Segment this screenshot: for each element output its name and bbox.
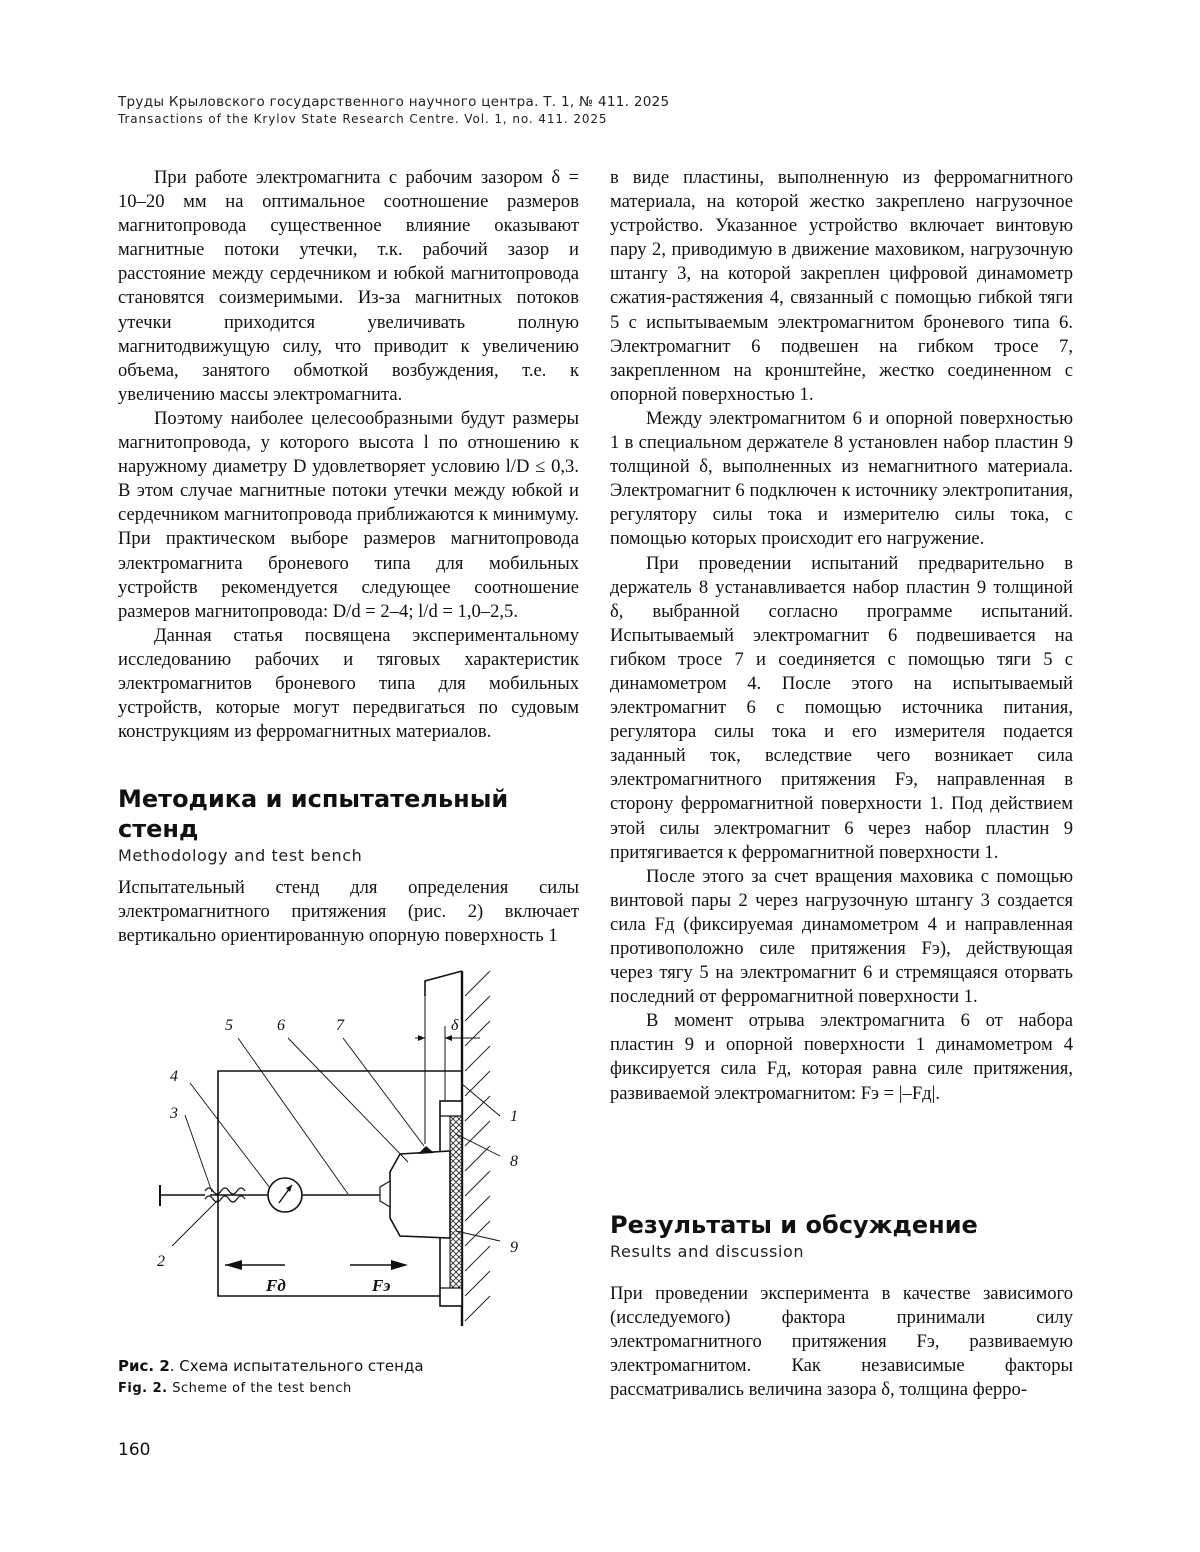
test-bench-diagram [150, 966, 550, 1338]
page-number: 160 [118, 1440, 151, 1460]
paragraph: Поэтому наиболее целесообразными будут размеры магнитопровода, у которого высота l по отношению к наружному диаметру D удовлетворяет условию l/D ≤ 0,3. В этом случае магнитные потоки утечки между юбкой и сердечником магнитопровода приближаются к минимуму. При практическом выборе размеров магнитопровода электромагнита броневого типа для мобильных устройств рекомендуется следующее соотношение размеров магнитопровода: D/d = 2–4; l/d = 1,0–2,5. [118, 407, 579, 622]
label-6: 6 [277, 1017, 285, 1034]
label-2: 2 [157, 1253, 165, 1270]
paragraph: При проведении испытаний предварительно в держатель 8 устанавливается набор пластин 9 толщиной δ, выбранной согласно программе испытаний. Испытываемый электромагнит 6 подвешивается на гибком тросе 7 и соединяется с помощью тяги 5 с динамометром 4. После этого на испытываемый электромагнит 6 с помощью источника питания, регулятора силы тока и его измерителя подается заданный ток, вследствие чего возникает сила электромагнитного притяжения Fэ, направленная в сторону ферромагнитной поверхности 1. Под действием этой силы электромагнит 6 через набор пластин 9 притягивается к ферромагнитной поверхности 1. [610, 552, 1073, 863]
right-column [610, 166, 1073, 1106]
section-subtitle: Methodology and test bench [118, 846, 363, 865]
section-methodology [118, 784, 588, 865]
left-column [118, 166, 579, 744]
label-4: 4 [170, 1068, 178, 1085]
label-8: 8 [510, 1153, 518, 1170]
paragraph: При проведении эксперимента в качестве зависимого (исследуемого) фактора принимали силу электромагнитного притяжения Fэ, развиваемую электромагнитом. Как независимые факторы рассматривались величина зазора δ, толщина ферро- [610, 1283, 1073, 1401]
paragraph: После этого за счет вращения маховика с помощью винтовой пары 2 через нагрузочную штангу 3 создается сила Fд (фиксируемая динамометром 4 и направленная противоположно силе притяжения Fэ), действующая через тягу 5 на электромагнит 6 и стремящаяся оторвать последний от ферромагнитной поверхности 1. [610, 865, 1073, 1008]
section-methodology-text [118, 876, 579, 948]
label-9: 9 [510, 1239, 518, 1256]
figure-caption-en-prefix: Fig. 2. [118, 1381, 168, 1396]
paragraph: При работе электромагнита с рабочим зазором δ = 10–20 мм на оптимальное соотношение размеров магнитопровода существенное влияние оказывают магнитные потоки утечки, т.к. рабочий зазор и расстояние между сердечником и юбкой магнитопровода становятся соизмеримыми. Из-за магнитных потоков утечки приходится увеличивать полную магнитодвижущую силу, что приводит к увеличению объема, занятого обмоткой возбуждения, т.е. к увеличению массы электромагнита. [118, 167, 579, 405]
label-7: 7 [336, 1017, 344, 1034]
section-results [610, 1210, 1080, 1261]
paragraph: В момент отрыва электромагнита 6 от набора пластин 9 и опорной поверхности 1 динамометром 4 фиксируется сила Fд, которая равна силе притяжения, развиваемой электромагнитом: Fэ = |–Fд|. [610, 1010, 1073, 1104]
label-1: 1 [510, 1108, 518, 1125]
paragraph: Данная статья посвящена экспериментальному исследованию рабочих и тяговых характеристик электромагнитов броневого типа для мобильных устройств, которые могут передвигаться по судовым конструкциям из ферромагнитных материалов. [118, 624, 579, 743]
section-title: Методика и испытательный стенд [118, 785, 509, 843]
label-5: 5 [225, 1017, 233, 1034]
figure-caption-en [118, 1381, 352, 1396]
wall-hatching [465, 971, 490, 1321]
electromagnet-6 [390, 1151, 450, 1238]
force-fd-label: Fд [266, 1276, 286, 1295]
figure-caption-ru [118, 1357, 424, 1375]
label-3: 3 [170, 1105, 178, 1122]
section-subtitle: Results and discussion [610, 1242, 805, 1261]
paragraph: Испытательный стенд для определения силы электромагнитного притяжения (рис. 2) включает вертикально ориентированную опорную поверхность 1 [118, 877, 579, 947]
section-title: Результаты и обсуждение [610, 1211, 978, 1239]
test-bench-figure [150, 966, 550, 1338]
nonmagnetic-plates-9 [450, 1116, 462, 1288]
figure-caption-ru-prefix: Рис. 2 [118, 1357, 170, 1375]
paragraph: Между электромагнитом 6 и опорной поверхностью 1 в специальном держателе 8 установлен набор пластин 9 толщиной δ, выполненных из немагнитного материала. Электромагнит 6 подключен к источнику электропитания, регулятору силы тока и измерителю силы тока, с помощью которых происходит его нагружение. [610, 407, 1073, 550]
force-fe-label: Fэ [372, 1276, 391, 1295]
section-results-text [610, 1282, 1073, 1402]
figure-caption-en-text: Scheme of the test bench [167, 1381, 352, 1396]
figure-caption-ru-text: . Схема испытательного стенда [169, 1357, 424, 1375]
paragraph: в виде пластины, выполненную из ферромагнитного материала, на которой жестко закреплено нагрузочное устройство. Указанное устройство включает винтовую пару 2, приводимую в движение маховиком, нагрузочную штангу 3, на которой закреплен цифровой динамометр сжатия-растяжения 4, связанный с помощью гибкой тяги 5 с испытываемым электромагнитом броневого типа 6. Электромагнит 6 подвешен на гибком тросе 7, закрепленном на кронштейне, жестко соединенном с опорной поверхностью 1. [610, 167, 1073, 405]
journal-header-en: Transactions of the Krylov State Research Centre. Vol. 1, no. 411. 2025 [118, 112, 608, 126]
delta-label: δ [451, 1017, 459, 1034]
journal-header-ru: Труды Крыловского государственного научного центра. Т. 1, № 411. 2025 [118, 94, 670, 110]
